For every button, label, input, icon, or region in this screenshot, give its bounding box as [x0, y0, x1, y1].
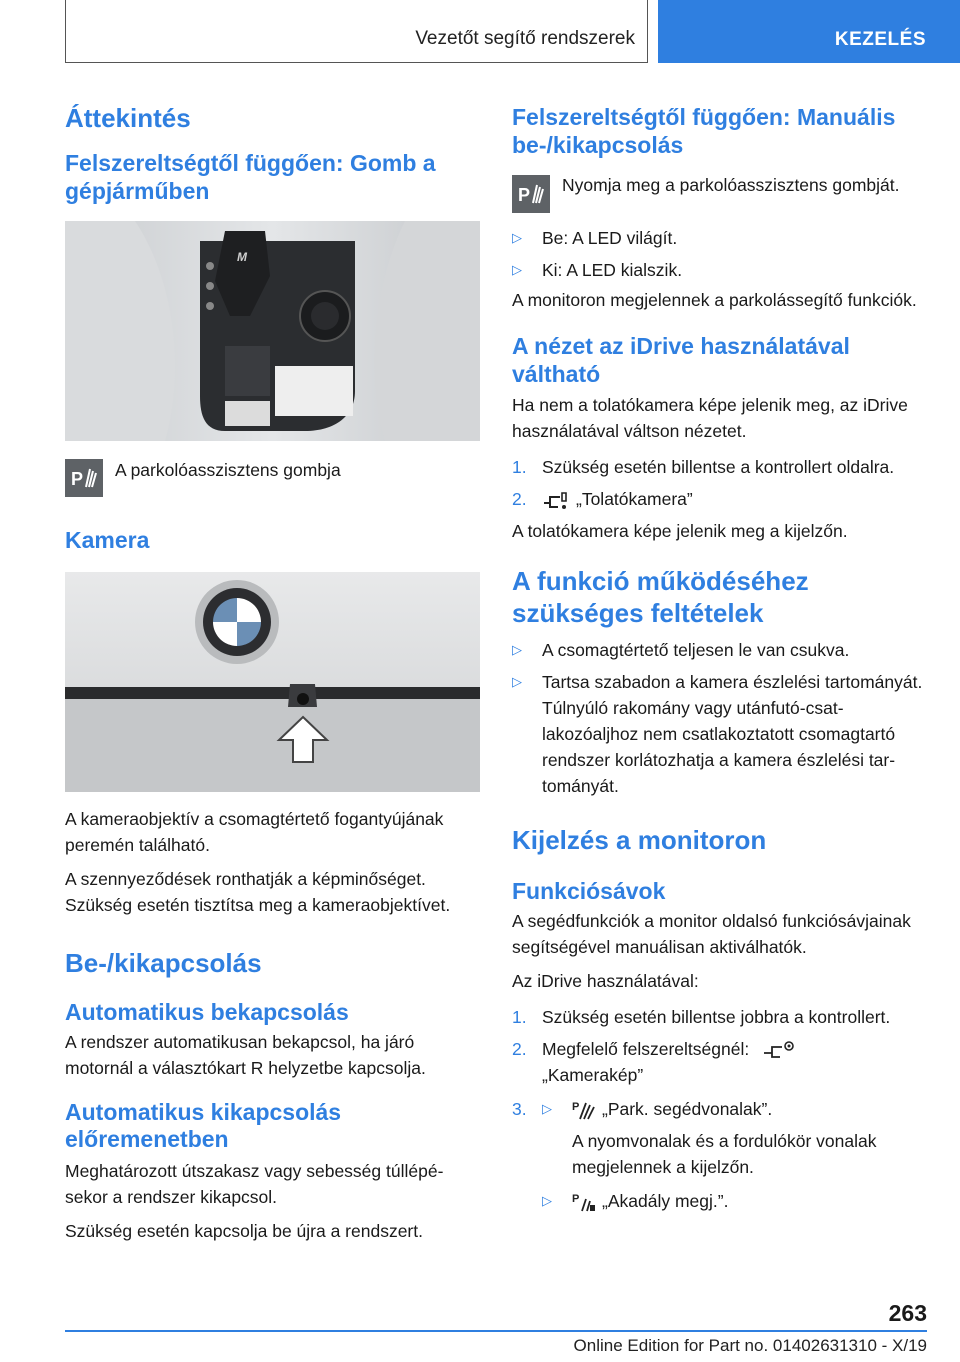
header-section-box — [65, 0, 648, 63]
step-number: 3. — [512, 1098, 527, 1119]
list-item — [542, 1128, 927, 1180]
triangle-bullet-icon: ▷ — [512, 641, 522, 657]
triangle-bullet-icon: ▷ — [542, 1100, 552, 1116]
svg-text:P: P — [518, 185, 531, 206]
step-number: 1. — [512, 457, 527, 478]
on-bullet-text: Be: A LED világít. — [542, 228, 678, 249]
step-number: 2. — [512, 1038, 527, 1059]
list-item — [512, 454, 927, 480]
triangle-bullet-icon: ▷ — [542, 1192, 552, 1208]
list-item[interactable] — [542, 1188, 927, 1214]
monitor-text: A monitoron megjelennek a parkolássegítő funkciók. — [512, 290, 917, 311]
list-item[interactable] — [542, 1096, 927, 1122]
onoff-heading: Be-/kikapcsolás — [65, 947, 262, 978]
page-number: 263 — [888, 1300, 927, 1326]
svg-text:P: P — [572, 1192, 580, 1205]
button-caption: A parkolóasszisztens gombja — [115, 460, 341, 481]
camera-image — [65, 572, 480, 792]
list-item — [512, 669, 927, 799]
list-item[interactable] — [512, 486, 927, 512]
step-subtext: A nyomvonalak és a fordulókör vonalak megjelennek a kijelzőn. — [572, 1130, 877, 1177]
auto-off-heading: Automatikus kikapcsolás előremenetben — [65, 1098, 342, 1153]
park-assist-icon — [65, 459, 103, 497]
off-bullet-text: Ki: A LED kialszik. — [542, 260, 683, 281]
list-item — [512, 1004, 927, 1030]
auto-off-text-1: Meghatározott útszakasz vagy sebesség túllépésekor a rendszer kikapcsol. — [65, 1160, 444, 1207]
idrive-result: A tolatókamera képe jelenik meg a kijelzőn. — [512, 521, 848, 542]
step-text: Szükség esetén billentse a kontrollert oldalra. — [542, 457, 895, 478]
button-subheading: Felszereltségtől függően: Gomb a gépjárműben — [65, 150, 436, 204]
header-chapter-tab[interactable] — [658, 0, 960, 63]
camera-desc-1: A kameraobjektív a csomagtértető fogantyújának peremén található. — [65, 808, 444, 855]
console-image — [65, 221, 480, 441]
step-text: Megfelelő felszereltségnél: — [542, 1038, 750, 1059]
triangle-bullet-icon: ▷ — [512, 673, 522, 689]
step-text: „Kamerakép” — [542, 1064, 644, 1085]
auto-off-text-2: Szükség esetén kapcsolja be újra a rendszert. — [65, 1220, 423, 1241]
camera-desc-2: A szennyeződések ronthatják a képminőséget. Szükség esetén tisztítsa meg a kameraobjektívet. — [65, 868, 451, 915]
list-item — [512, 257, 927, 283]
triangle-bullet-icon: ▷ — [512, 230, 522, 246]
step-text: „Akadály megj.”. — [602, 1190, 729, 1211]
step-number: 1. — [512, 1006, 527, 1027]
idrive-text: Ha nem a tolatókamera képe jelenik meg, az iDrive használatával váltson nézetet. — [512, 395, 908, 442]
list-item[interactable] — [512, 1096, 927, 1214]
park-lines-icon — [572, 1099, 596, 1121]
step-text: „Park. segédvonalak”. — [602, 1098, 773, 1119]
svg-text:P: P — [572, 1100, 580, 1113]
manual-text: Nyomja meg a parkolóasszisztens gombját. — [562, 175, 900, 196]
bars-heading: Funkciósávok — [512, 877, 666, 904]
footer-divider — [65, 1330, 927, 1332]
list-item — [512, 637, 927, 663]
header-section-title: Vezetőt segítő rendszerek — [415, 28, 635, 49]
header-chapter-label: KEZELÉS — [834, 29, 926, 50]
step-text: Szükség esetén billentse jobbra a kontrollert. — [542, 1006, 891, 1027]
step-number: 2. — [512, 489, 527, 510]
bars-via: Az iDrive használatával: — [512, 970, 699, 991]
obstacle-icon — [572, 1191, 596, 1213]
condition-text: A csomagtértető teljesen le van csukva. — [542, 639, 850, 660]
edition-text: Online Edition for Part no. 01402631310 - X/19 — [573, 1336, 927, 1355]
auto-on-heading: Automatikus bekapcsolás — [65, 999, 349, 1026]
list-item — [512, 225, 927, 251]
rear-camera-icon — [542, 491, 570, 511]
park-assist-icon — [512, 175, 550, 213]
list-item[interactable] — [512, 1036, 927, 1088]
auto-on-text: A rendszer automatikusan bekapcsol, ha járó motornál a választókart R helyzetbe kapcsolja. — [65, 1031, 426, 1078]
display-heading: Kijelzés a monitoron — [512, 824, 767, 855]
right-column — [512, 100, 927, 1214]
manual-heading: Felszereltségtől függően: Manuális be-/kikapcsolás — [512, 104, 896, 158]
camera-view-icon — [762, 1039, 796, 1061]
left-column — [65, 100, 480, 1244]
svg-text:P: P — [71, 469, 84, 490]
svg-text:M: M — [237, 250, 247, 265]
button-caption-row — [65, 459, 480, 497]
triangle-bullet-icon: ▷ — [512, 262, 522, 278]
condition-text: Tartsa szabadon a kamera észlelési tartományát. Túlnyúló rakomány vagy utánfutó-csatlakozóaljhoz nem csatlakoztatott csomagtartó rendszer korlátozhatja a kamera észlelési tartományát. — [542, 671, 923, 796]
conditions-heading: A funkció működéséhez szükséges feltételek — [512, 566, 809, 628]
bars-text: A segédfunkciók a monitor oldalsó funkciósávjainak segítségével manuálisan aktiválhatók. — [512, 910, 911, 957]
idrive-heading: A nézet az iDrive használatával váltható — [512, 333, 850, 387]
camera-heading: Kamera — [65, 527, 150, 554]
step-text: „Tolatókamera” — [576, 489, 693, 510]
manual-row — [512, 175, 927, 213]
overview-heading: Áttekintés — [65, 103, 191, 133]
